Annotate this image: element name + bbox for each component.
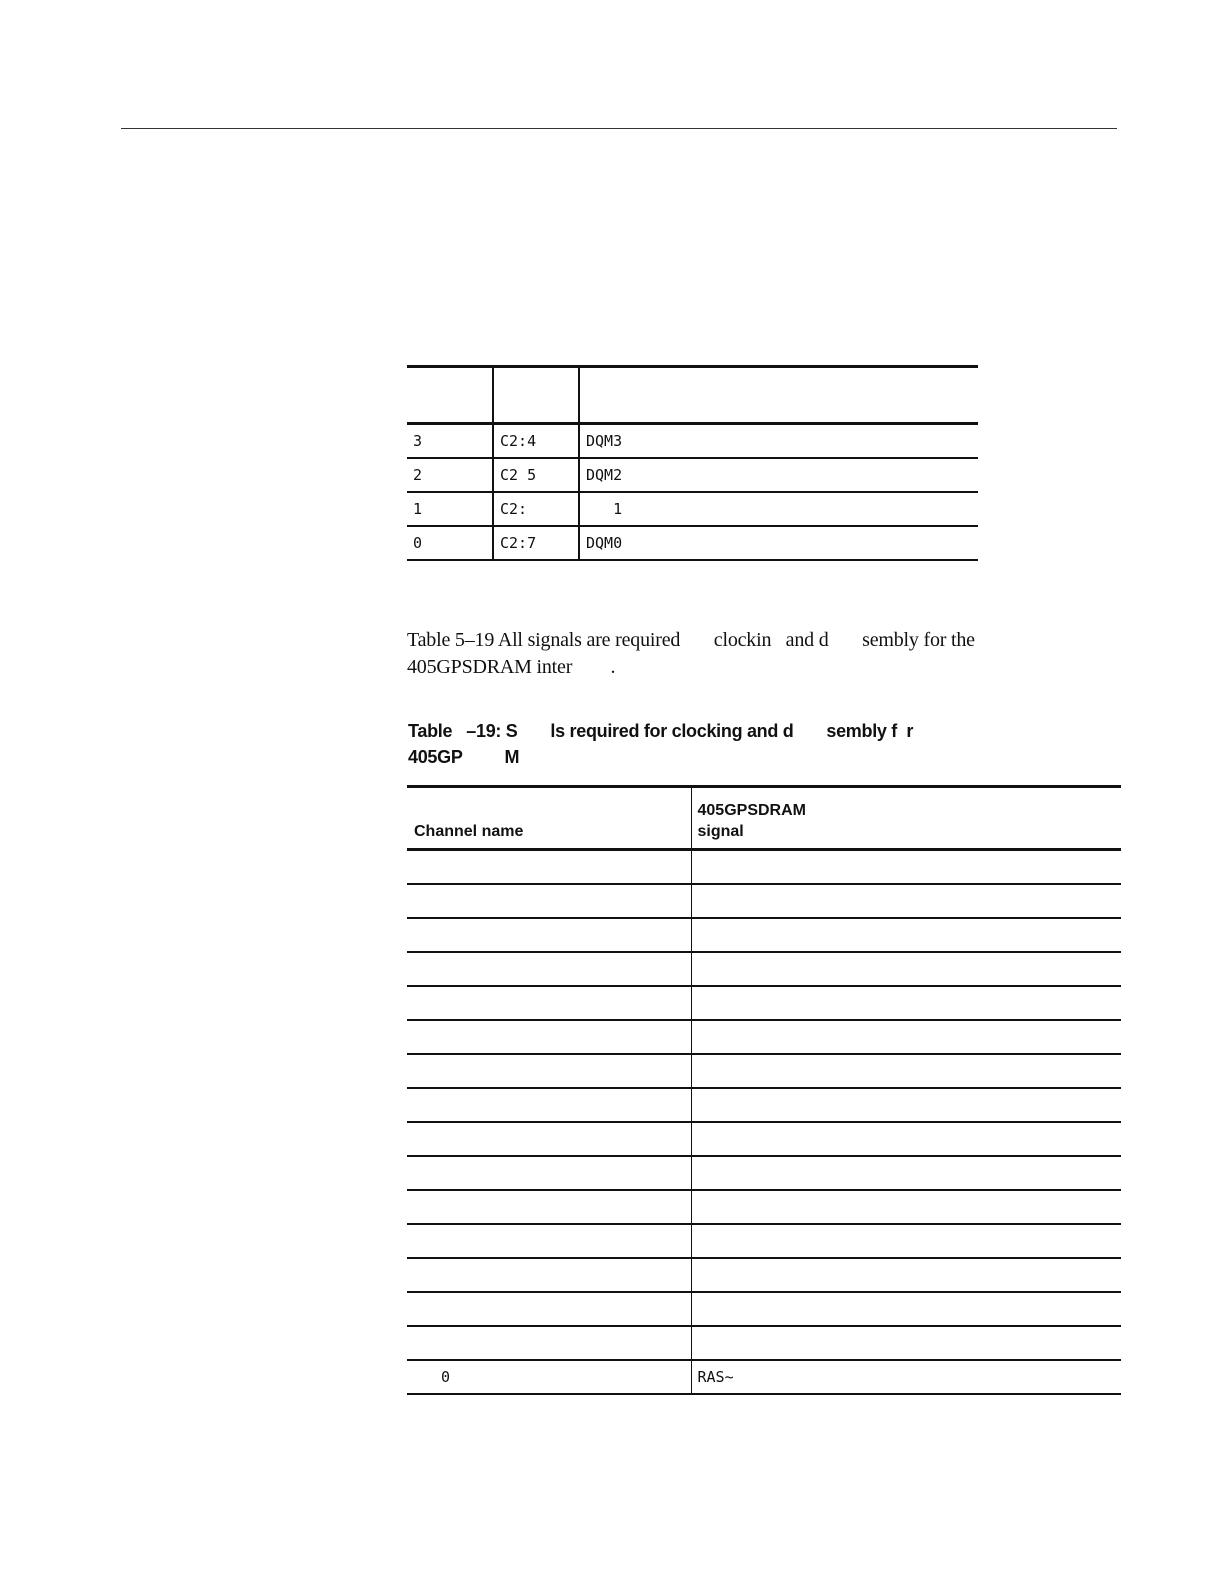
signal-header — [691, 787, 1121, 850]
header-rule — [121, 128, 1117, 129]
channel-name-cell — [407, 1326, 691, 1360]
channel-cell: C2 5 — [493, 458, 579, 492]
channel-name-cell — [407, 1156, 691, 1190]
bit-cell: 2 — [413, 466, 423, 484]
header-cell — [493, 367, 579, 424]
table-row — [407, 1122, 1121, 1156]
table-row — [407, 526, 978, 560]
channel-name-cell — [407, 1088, 691, 1122]
header-cell — [579, 367, 978, 424]
table-row — [407, 1258, 1121, 1292]
signal-name-cell — [691, 1326, 1121, 1360]
table-row — [407, 1088, 1121, 1122]
channel-cell: C2: — [493, 492, 579, 526]
signal-name-cell — [691, 884, 1121, 918]
signal-name-cell — [691, 850, 1121, 885]
signal-name-cell — [691, 1258, 1121, 1292]
signal-header-line: 405GPSDRAM — [697, 802, 806, 819]
table-row — [407, 1054, 1121, 1088]
table-row — [407, 918, 1121, 952]
bit-cell: 0 — [413, 534, 423, 552]
signal-cell: DQM3 — [579, 424, 978, 459]
table-row — [407, 1292, 1121, 1326]
channel-name-cell — [407, 1258, 691, 1292]
table-row — [407, 986, 1121, 1020]
signal-name-cell: RAS~ — [691, 1360, 1121, 1394]
table-row — [407, 492, 978, 526]
header-cell — [407, 367, 493, 424]
caption-line: 405GP M — [408, 747, 520, 767]
signal-name-cell — [691, 1088, 1121, 1122]
table-row — [407, 1326, 1121, 1360]
signal-name-cell — [691, 986, 1121, 1020]
table-row — [407, 1020, 1121, 1054]
signal-name-cell — [691, 1020, 1121, 1054]
table-header-row — [407, 367, 978, 424]
caption-line: Table –19: S ls required for clocking and d sembly f r — [408, 721, 914, 741]
clocking-signals-table — [407, 785, 1121, 1395]
table-row — [407, 884, 1121, 918]
table-row — [407, 952, 1121, 986]
channel-name-cell — [407, 952, 691, 986]
bit-cell: 1 — [413, 500, 423, 518]
channel-name-cell — [407, 1224, 691, 1258]
channel-name-cell — [407, 918, 691, 952]
table-body — [407, 850, 1121, 1395]
channel-cell: C2:4 — [493, 424, 579, 459]
table-caption — [408, 718, 1108, 770]
bit-cell: 3 — [413, 432, 423, 450]
signal-cell: DQM0 — [579, 526, 978, 560]
channel-name-cell — [407, 1054, 691, 1088]
signal-name-cell — [691, 952, 1121, 986]
table-row — [407, 1360, 1121, 1394]
table-row — [407, 1190, 1121, 1224]
table-row — [407, 424, 978, 459]
signal-name-cell — [691, 1224, 1121, 1258]
paragraph-line: 405GPSDRAM inter . — [407, 656, 616, 678]
body-paragraph — [407, 627, 1067, 681]
table-row — [407, 1224, 1121, 1258]
table-header-row — [407, 787, 1121, 850]
signal-name-cell — [691, 1292, 1121, 1326]
channel-name-cell — [407, 850, 691, 885]
channel-name-cell: 0 — [441, 1368, 451, 1386]
channel-name-cell — [407, 1122, 691, 1156]
signal-name-cell — [691, 918, 1121, 952]
paragraph-line: Table 5–19 All signals are required clockin and d sembly for the — [407, 629, 975, 651]
channel-name-cell — [407, 884, 691, 918]
signal-name-cell — [691, 1054, 1121, 1088]
channel-name-cell — [407, 1020, 691, 1054]
channel-name-cell — [407, 1292, 691, 1326]
dqm-signal-table — [407, 365, 978, 561]
signal-name-cell — [691, 1190, 1121, 1224]
table-row — [407, 458, 978, 492]
channel-cell: C2:7 — [493, 526, 579, 560]
signal-header-line: signal — [697, 823, 744, 840]
channel-name-cell — [407, 1190, 691, 1224]
table-row — [407, 850, 1121, 885]
signal-name-cell — [691, 1156, 1121, 1190]
signal-name-cell — [691, 1122, 1121, 1156]
table-row — [407, 1156, 1121, 1190]
channel-name-cell — [407, 986, 691, 1020]
signal-cell: DQM2 — [579, 458, 978, 492]
signal-cell: 1 — [579, 492, 978, 526]
channel-name-header: Channel name — [414, 823, 524, 840]
